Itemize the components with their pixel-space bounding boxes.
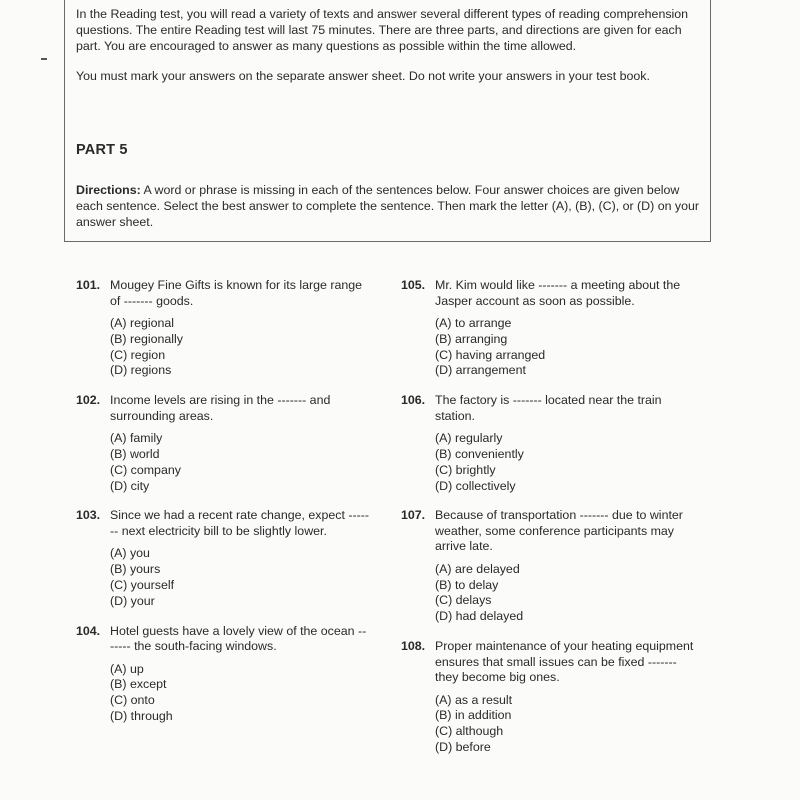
answer-options: [110, 316, 376, 379]
option-c: (C) having arranged: [435, 347, 546, 362]
option-a: (A) family: [110, 431, 163, 446]
answer-options: [110, 431, 376, 494]
option-a: (A) up: [110, 661, 144, 676]
intro-paragraph-2: You must mark your answers on the separate answer sheet. Do not write your answers in your test book.: [76, 69, 650, 83]
question-107: [401, 508, 701, 625]
directions: [76, 182, 706, 230]
option-b: (B) yours: [110, 562, 161, 577]
option-c: (C) yourself: [110, 577, 175, 592]
question-text: Mougey Fine Gifts is known for its large range of ------- goods.: [110, 278, 363, 308]
option-b: (B) world: [110, 446, 160, 461]
answer-options: [435, 316, 701, 379]
question-101: [76, 278, 376, 379]
question-108: [401, 639, 701, 756]
option-c: (C) region: [110, 347, 166, 362]
margin-mark: [41, 58, 47, 60]
question-number: 101.: [76, 278, 101, 292]
option-d: (D) collectively: [435, 478, 516, 493]
question-number: 105.: [401, 278, 426, 292]
option-a: (A) to arrange: [435, 316, 512, 330]
answer-options: [435, 693, 701, 756]
question-104: [76, 624, 376, 725]
option-d: (D) before: [435, 739, 491, 754]
question-text: Mr. Kim would like ------- a meeting about the Jasper account as soon as possible.: [435, 278, 681, 308]
option-b: (B) except: [110, 677, 167, 692]
option-c: (C) company: [110, 462, 181, 477]
question-103: [76, 508, 376, 609]
option-b: (B) conveniently: [435, 446, 524, 461]
option-d: (D) had delayed: [435, 609, 524, 624]
option-a: (A) are delayed: [435, 561, 520, 576]
option-d: (D) your: [110, 593, 155, 608]
question-text: The factory is ------- located near the train station.: [435, 393, 662, 423]
question-number: 107.: [401, 508, 426, 523]
question-text: Income levels are rising in the ------- and surrounding areas.: [110, 393, 331, 423]
question-102: [76, 393, 376, 494]
question-number: 103.: [76, 508, 101, 523]
option-b: (B) to delay: [435, 577, 499, 592]
intro-paragraph-1: In the Reading test, you will read a variety of texts and answer several different types of reading comprehension questions. The entire Reading test will last 75 minutes. There are three parts, and directions are given for each part. You are encouraged to answer as many questions as possible within the time allowed.: [76, 7, 689, 53]
part-title: PART 5: [76, 142, 128, 158]
question-number: 108.: [401, 639, 426, 654]
option-d: (D) city: [110, 478, 150, 493]
option-d: (D) arrangement: [435, 363, 526, 378]
question-text: Hotel guests have a lovely view of the ocean ------- the south-facing windows.: [110, 623, 367, 654]
question-106: [401, 393, 701, 494]
answer-options: [110, 662, 376, 725]
option-a: (A) regional: [110, 316, 175, 330]
directions-label: Directions:: [76, 183, 141, 197]
question-text: Because of transportation ------- due to winter weather, some conference participants may arrive late.: [435, 508, 683, 554]
answer-options: [435, 562, 701, 625]
answer-options: [435, 431, 701, 494]
option-c: (C) although: [435, 724, 504, 739]
option-b: (B) arranging: [435, 331, 508, 346]
option-c: (C) delays: [435, 593, 492, 608]
answer-options: [110, 546, 376, 609]
question-number: 104.: [76, 623, 101, 638]
reading-test-intro: [76, 6, 706, 84]
questions-left-column: [76, 278, 376, 739]
option-c: (C) brightly: [435, 462, 496, 477]
option-a: (A) as a result: [435, 692, 513, 707]
option-b: (B) regionally: [110, 331, 183, 346]
question-number: 106.: [401, 393, 426, 408]
directions-text: A word or phrase is missing in each of the sentences below. Four answer choices are given below each sentence. Select the best answer to complete the sentence. Then mark the letter (A), (B), (C), or (D) on your answer sheet.: [76, 183, 700, 229]
option-d: (D) regions: [110, 363, 172, 378]
question-text: Proper maintenance of your heating equipment ensures that small issues can be fixed ------- they become big ones.: [435, 639, 694, 685]
option-c: (C) onto: [110, 693, 155, 708]
question-number: 102.: [76, 393, 101, 408]
questions-right-column: [401, 278, 701, 770]
option-b: (B) in addition: [435, 708, 512, 723]
question-text: Since we had a recent rate change, expect ------- next electricity bill to be slightly lower.: [110, 508, 369, 538]
question-105: [401, 278, 701, 379]
option-d: (D) through: [110, 708, 173, 723]
option-a: (A) you: [110, 546, 150, 561]
option-a: (A) regularly: [435, 431, 503, 446]
